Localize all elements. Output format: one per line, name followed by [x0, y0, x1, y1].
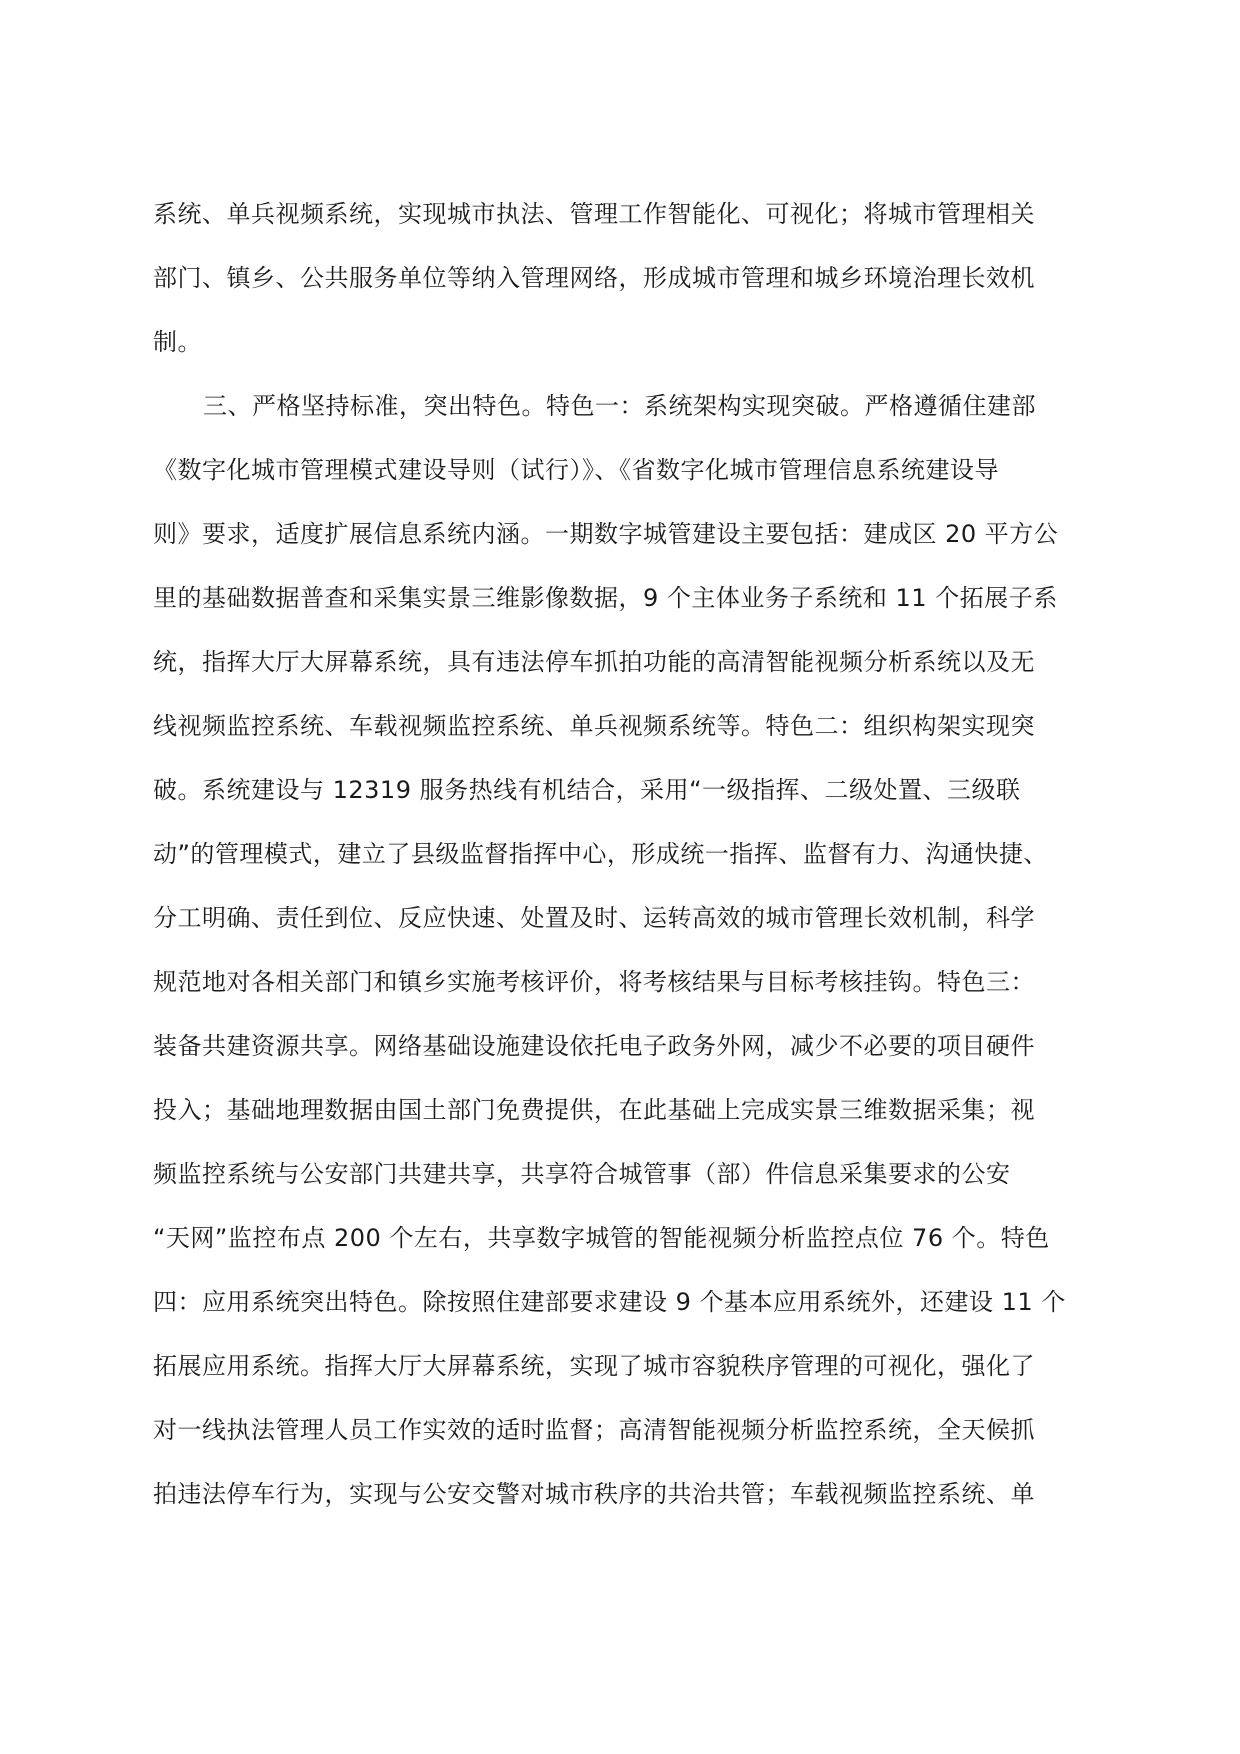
text-line: 装备共建资源共享。网络基础设施建设依托电子政务外网，减少不必要的项目硬件 [153, 1032, 1035, 1060]
text-line: 统，指挥大厅大屏幕系统，具有违法停车抓拍功能的高清智能视频分析系统以及无 [153, 648, 1035, 676]
text-line: 拓展应用系统。指挥大厅大屏幕系统，实现了城市容貌秩序管理的可视化，强化了 [153, 1352, 1035, 1380]
text-line: 对一线执法管理人员工作实效的适时监督；高清智能视频分析监控系统，全天候抓 [153, 1416, 1035, 1444]
text-line: 《数字化城市管理模式建设导则（试行）》、《省数字化城市管理信息系统建设导 [153, 456, 999, 484]
paragraph-start-line: 三、严格坚持标准，突出特色。特色一：系统架构实现突破。严格遵循住建部 [203, 392, 1036, 420]
text-line: “天网”监控布点 200 个左右，共享数字城管的智能视频分析监控点位 76 个。特色 [153, 1224, 1050, 1252]
text-line: 制。 [153, 328, 202, 356]
text-line: 部门、镇乡、公共服务单位等纳入管理网络，形成城市管理和城乡环境治理长效机 [153, 264, 1035, 292]
text-line: 分工明确、责任到位、反应快速、处置及时、运转高效的城市管理长效机制，科学 [153, 904, 1035, 932]
text-line: 投入；基础地理数据由国土部门免费提供，在此基础上完成实景三维数据采集；视 [153, 1096, 1035, 1124]
text-line: 破。系统建设与 12319 服务热线有机结合，采用“一级指挥、二级处置、三级联 [153, 776, 1021, 804]
text-line: 规范地对各相关部门和镇乡实施考核评价，将考核结果与目标考核挂钩。特色三： [153, 968, 1035, 996]
text-line: 则》要求，适度扩展信息系统内涵。一期数字城管建设主要包括：建成区 20 平方公 [153, 520, 1059, 548]
text-line: 四：应用系统突出特色。除按照住建部要求建设 9 个基本应用系统外，还建设 11 个 [153, 1288, 1066, 1316]
text-line: 线视频监控系统、车载视频监控系统、单兵视频系统等。特色二：组织构架实现突 [153, 712, 1035, 740]
text-line: 频监控系统与公安部门共建共享，共享符合城管事（部）件信息采集要求的公安 [153, 1160, 1011, 1188]
text-line: 拍违法停车行为，实现与公安交警对城市秩序的共治共管；车载视频监控系统、单 [153, 1480, 1035, 1508]
text-line: 里的基础数据普查和采集实景三维影像数据，9 个主体业务子系统和 11 个拓展子系 [153, 584, 1058, 612]
text-line: 动”的管理模式，建立了县级监督指挥中心，形成统一指挥、监督有力、沟通快捷、 [153, 840, 1048, 868]
text-line: 系统、单兵视频系统，实现城市执法、管理工作智能化、可视化；将城市管理相关 [153, 200, 1035, 228]
